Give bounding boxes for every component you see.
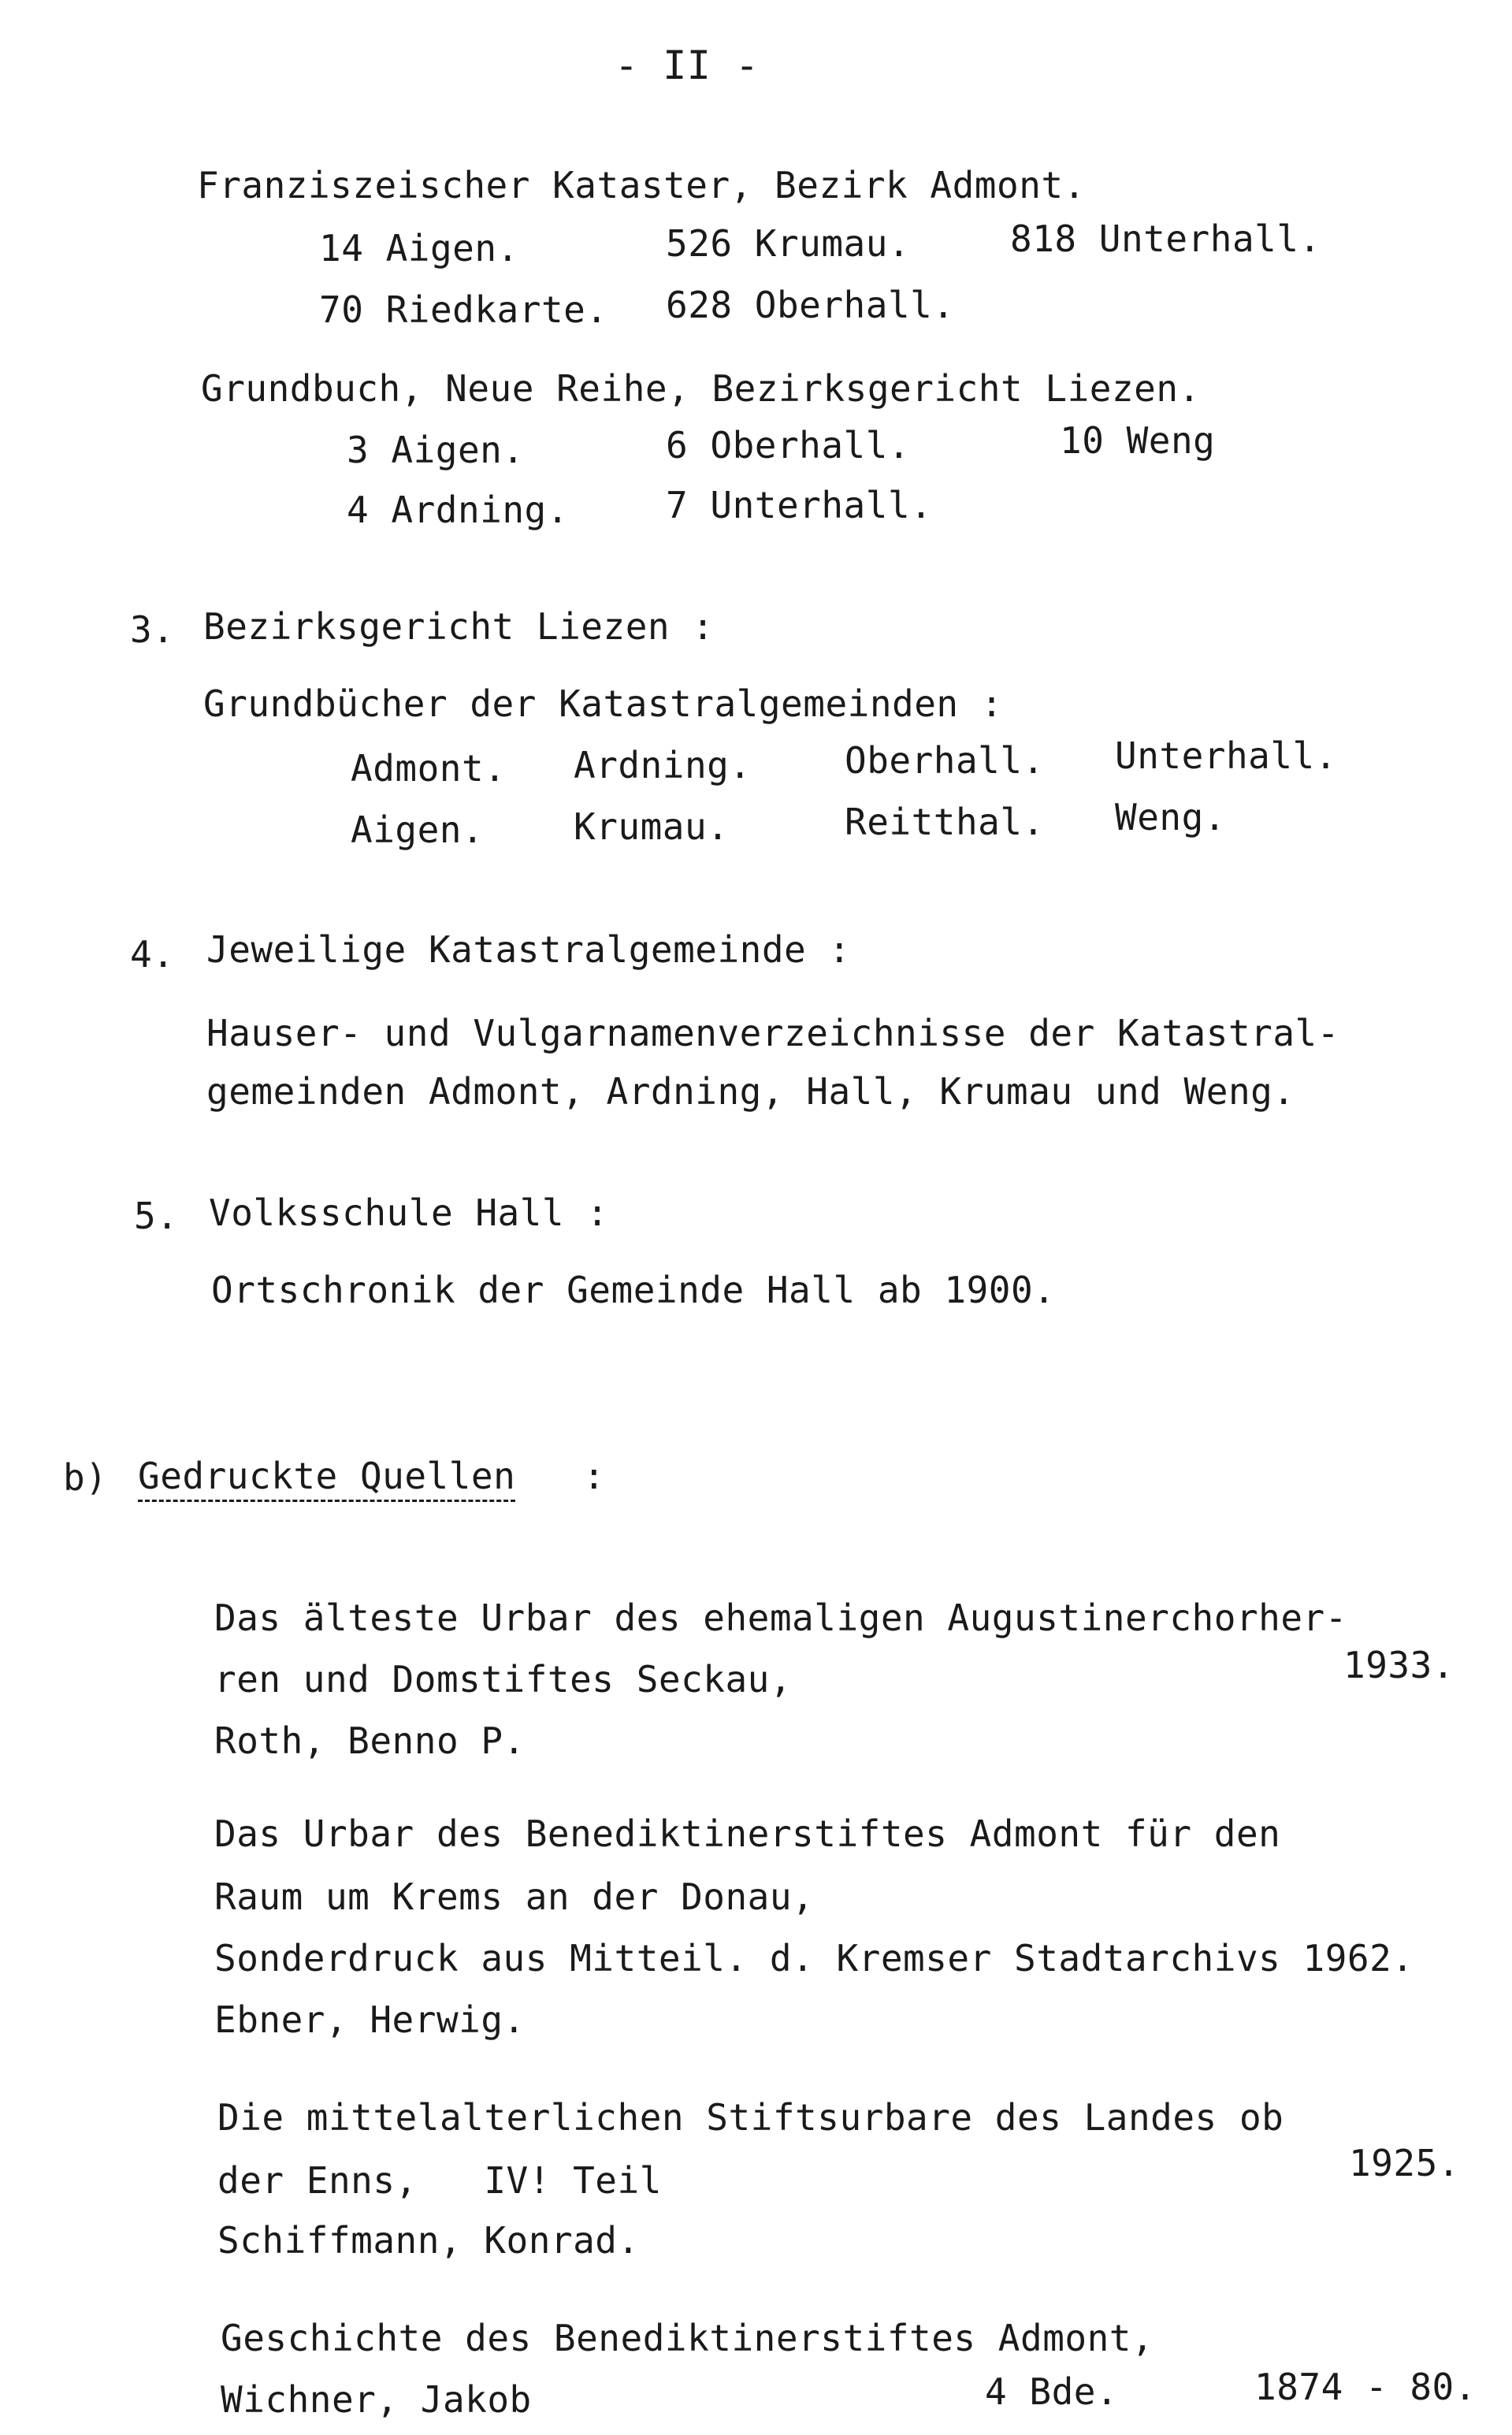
grundbuch-item: 10 Weng xyxy=(1060,419,1216,462)
entry-line: Das Urbar des Benediktinerstiftes Admont für den xyxy=(214,1812,1281,1855)
entry-year: 1925. xyxy=(1349,2142,1460,2184)
franz-item: 818 Unterhall. xyxy=(1010,217,1321,260)
grundbuch-item: 6 Oberhall. xyxy=(666,424,911,467)
section3-subheading: Grundbücher der Katastralgemeinden : xyxy=(203,682,1003,725)
entry-volumes: 4 Bde. xyxy=(985,2370,1119,2413)
section3-item: Oberhall. xyxy=(845,739,1045,782)
entry-line: Raum um Krems an der Donau, xyxy=(214,1876,815,1918)
section-b-title: Gedruckte Quellen xyxy=(138,1455,516,1497)
grundbuch-item: 7 Unterhall. xyxy=(666,484,933,526)
entry-line: Die mittelalterlichen Stiftsurbare des Landes ob xyxy=(217,2096,1284,2139)
entry-author: Schiffmann, Konrad. xyxy=(217,2219,640,2262)
franz-item: 70 Riedkarte. xyxy=(319,288,608,331)
entry-author: Ebner, Herwig. xyxy=(214,1998,526,2041)
entry-author: Roth, Benno P. xyxy=(214,1719,526,1762)
section5-title: Volksschule Hall : xyxy=(209,1191,609,1234)
entry-line: Sonderdruck aus Mitteil. d. Kremser Stadtarchivs 1962. xyxy=(214,1937,1414,1980)
section3-item: Ardning. xyxy=(574,744,752,786)
grundbuch-item: 4 Ardning. xyxy=(347,489,569,531)
section5-number: 5. xyxy=(134,1195,179,1237)
section3-title: Bezirksgericht Liezen : xyxy=(203,605,715,648)
section-b-colon: : xyxy=(583,1455,606,1497)
section3-item: Krumau. xyxy=(574,805,730,848)
grundbuch-item: 3 Aigen. xyxy=(347,429,525,471)
entry-year: 1933. xyxy=(1343,1644,1454,1686)
franz-item: 628 Oberhall. xyxy=(666,284,955,326)
entry-year: 1874 - 80. xyxy=(1254,2366,1477,2408)
section3-item: Unterhall. xyxy=(1115,734,1337,777)
section4-text-line: gemeinden Admont, Ardning, Hall, Krumau und Weng. xyxy=(206,1070,1295,1113)
entry-line: ren und Domstiftes Seckau, xyxy=(214,1658,793,1701)
section-b-label: b) xyxy=(63,1456,108,1499)
entry-line: Das älteste Urbar des ehemaligen Augustinerchorher- xyxy=(214,1597,1347,1639)
section4-title: Jeweilige Katastralgemeinde : xyxy=(206,928,851,971)
section3-item: Weng. xyxy=(1115,796,1226,838)
franz-item: 526 Krumau. xyxy=(666,222,911,265)
section4-text-line: Hauser- und Vulgarnamenverzeichnisse der Katastral- xyxy=(206,1012,1339,1054)
section4-number: 4. xyxy=(130,933,175,976)
entry-line: der Enns, IV! Teil xyxy=(217,2159,662,2202)
grundbuch-heading: Grundbuch, Neue Reihe, Bezirksgericht Liezen. xyxy=(201,367,1201,410)
section5-text: Ortschronik der Gemeinde Hall ab 1900. xyxy=(211,1269,1056,1311)
entry-author: Wichner, Jakob xyxy=(221,2378,532,2421)
section3-number: 3. xyxy=(130,608,175,651)
section3-item: Admont. xyxy=(351,747,507,790)
entry-line: Geschichte des Benediktinerstiftes Admont, xyxy=(221,2317,1154,2359)
franz-item: 14 Aigen. xyxy=(319,227,519,270)
franz-heading: Franziszeischer Kataster, Bezirk Admont. xyxy=(197,164,1086,206)
section3-item: Reitthal. xyxy=(845,801,1045,843)
page-number: - II - xyxy=(615,43,760,88)
section3-item: Aigen. xyxy=(351,809,485,851)
